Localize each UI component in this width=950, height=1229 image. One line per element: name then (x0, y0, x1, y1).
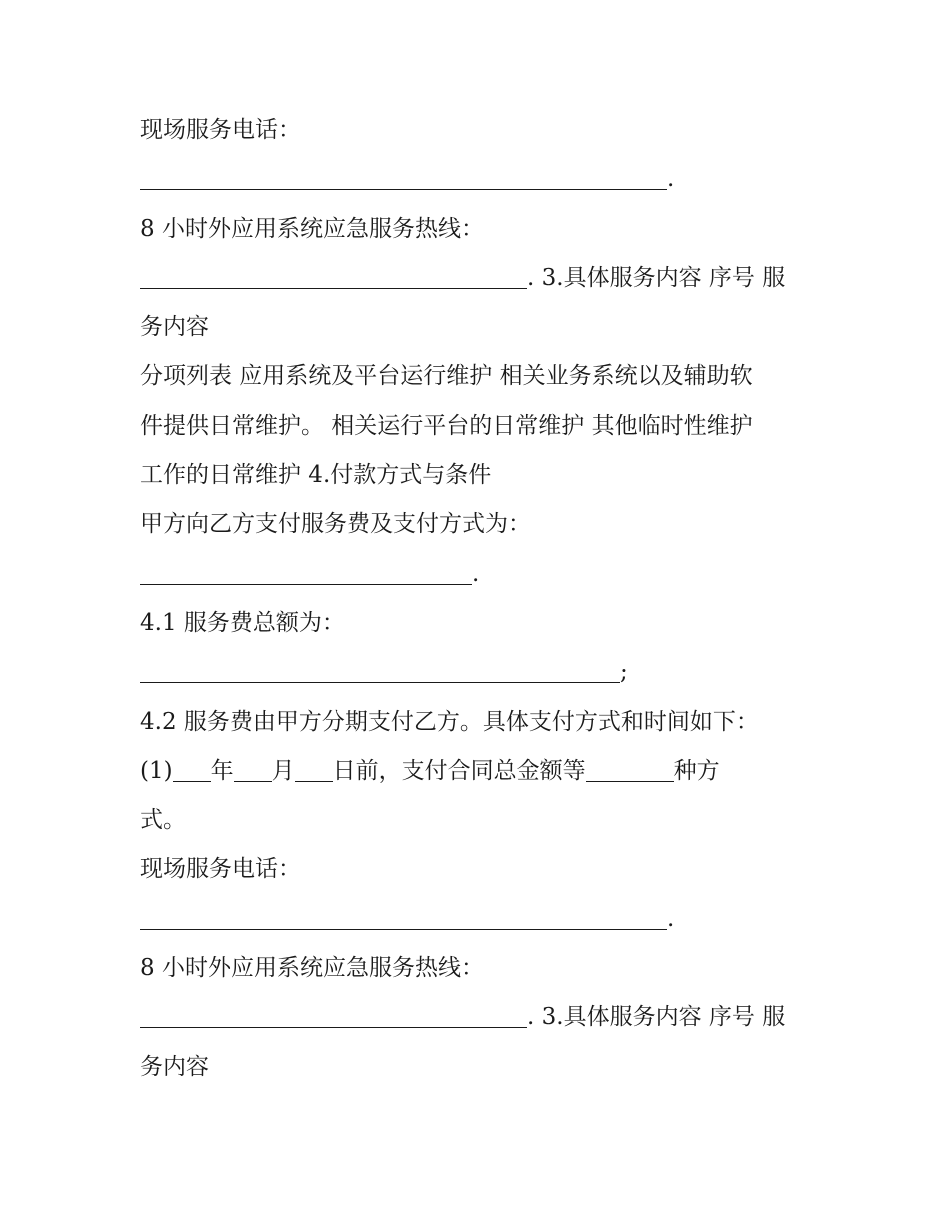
hotline-blank-line: . 3.具体服务内容 序号 服 (140, 254, 812, 303)
onsite-phone-blank-line: . (140, 895, 812, 944)
payment-method-blank-line: . (140, 550, 812, 599)
percent-blank (586, 751, 674, 782)
paragraph-line: 分项列表 应用系统及平台运行维护 相关业务系统以及辅助软 (140, 363, 753, 390)
fill-in-blank (140, 554, 472, 585)
installment-clause: 4.2 服务费由甲方分期支付乙方。具体支付方式和时间如下： (140, 708, 759, 735)
fill-in-blank (140, 899, 667, 930)
fill-in-blank (140, 997, 527, 1028)
paragraph-line: 工作的日常维护 4.付款方式与条件 (140, 462, 492, 489)
day-blank (295, 751, 333, 782)
onsite-phone-label: 现场服务电话： (140, 117, 301, 143)
fill-in-blank (140, 159, 667, 190)
fill-in-blank (140, 652, 620, 683)
hotline-label: 8 小时外应用系统应急服务热线： (140, 215, 484, 242)
month-blank (234, 751, 272, 782)
hotline-blank-line: . 3.具体服务内容 序号 服 (140, 993, 812, 1042)
document-body (140, 106, 812, 1092)
onsite-phone-label: 现场服务电话： (140, 856, 301, 883)
payment-method-label: 甲方向乙方支付服务费及支付方式为： (140, 511, 531, 538)
year-blank (173, 751, 211, 782)
paragraph-line: 务内容 (140, 1053, 209, 1080)
installment-item-1: (1) 年 月 日前，支付合同总金额等 种方 (140, 747, 812, 796)
total-fee-label: 4.1 服务费总额为： (140, 609, 345, 636)
paragraph-line: 务内容 (140, 314, 209, 341)
onsite-phone-blank-line: . (140, 155, 812, 204)
paragraph-line: 件提供日常维护。 相关运行平台的日常维护 其他临时性维护 (140, 412, 753, 439)
paragraph-line: 式。 (140, 807, 186, 834)
hotline-label: 8 小时外应用系统应急服务热线： (140, 955, 484, 982)
total-fee-blank-line: ; (140, 648, 812, 697)
fill-in-blank (140, 258, 527, 289)
